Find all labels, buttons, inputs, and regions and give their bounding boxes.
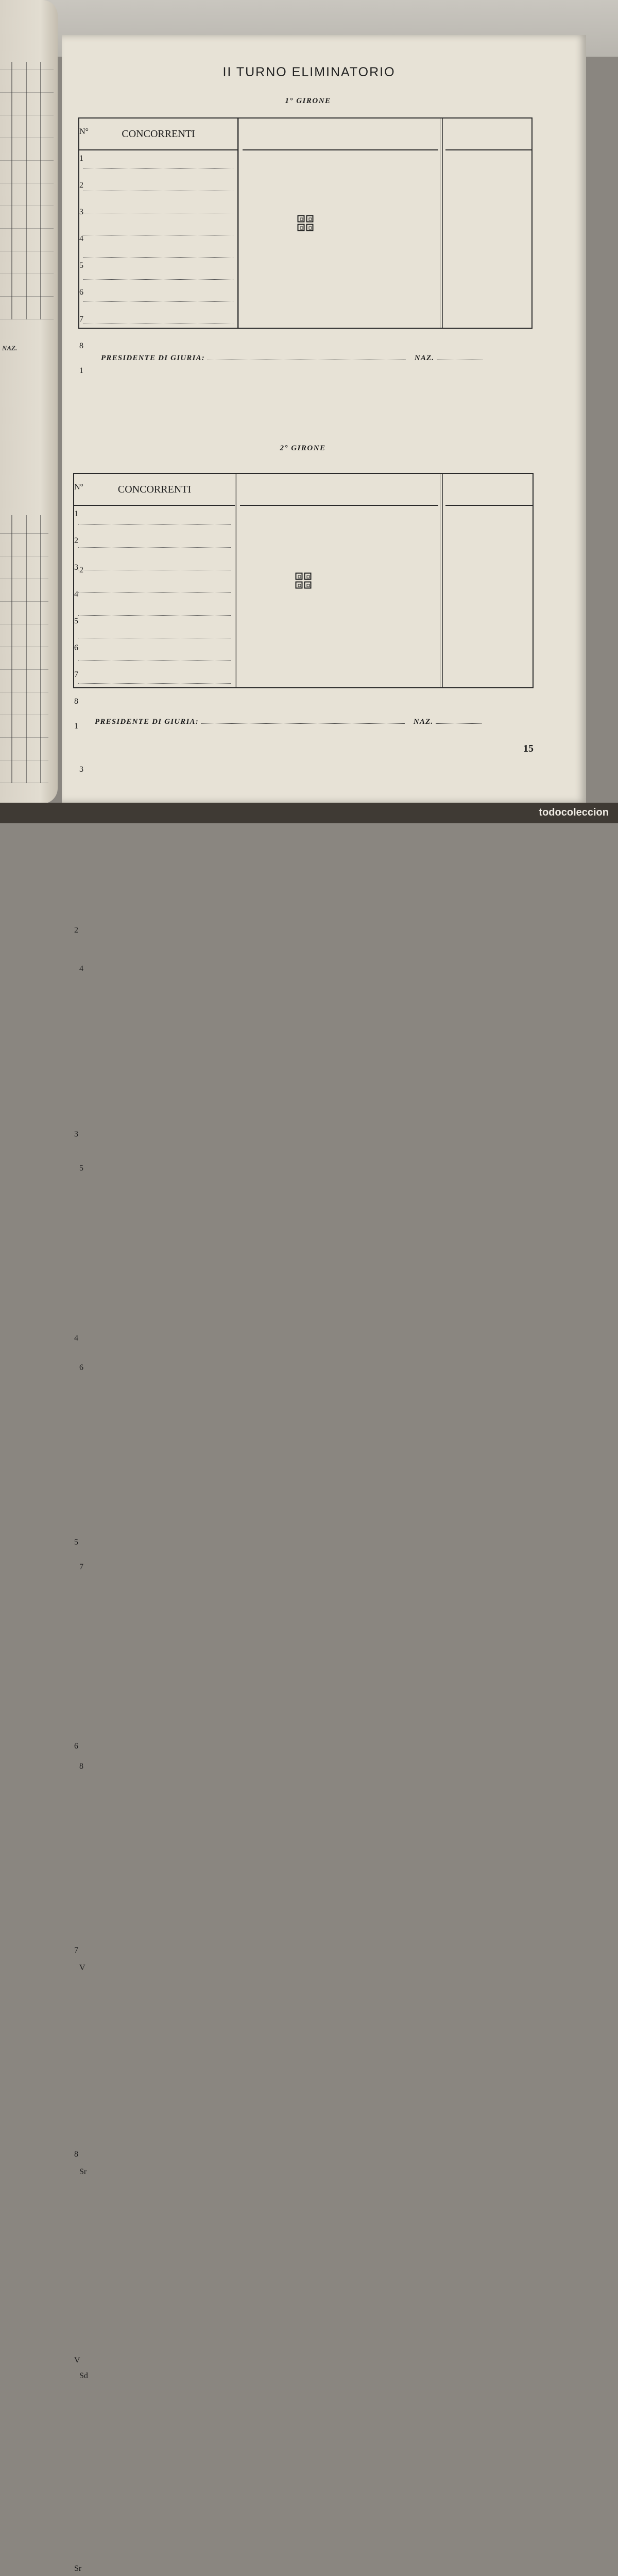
result-v-cell[interactable] <box>74 2374 96 2397</box>
column-separator <box>440 474 443 687</box>
bout-score-cell[interactable] <box>74 1917 96 1939</box>
blocked-cell <box>74 1191 96 1214</box>
header-opponent-7: 7 <box>74 670 78 679</box>
bout-score-cell[interactable] <box>74 1463 96 1486</box>
concorrenti-header: CONCORRENTI <box>74 474 235 506</box>
bout-score-cell[interactable] <box>74 1826 96 1849</box>
header-opponent-4: 4 <box>74 590 78 599</box>
competitor-name-field[interactable] <box>83 279 233 280</box>
bout-score-cell[interactable] <box>74 1440 96 1463</box>
facing-page <box>0 0 58 804</box>
header-no: N° <box>79 127 89 136</box>
bout-score-cell[interactable] <box>74 1259 96 1282</box>
row-number: 8 <box>74 2150 78 2159</box>
bout-score-cell[interactable] <box>74 1962 96 1985</box>
row-number: 5 <box>79 1164 83 1173</box>
president-field[interactable] <box>208 353 406 360</box>
square-icon <box>296 573 303 580</box>
bout-score-cell[interactable] <box>74 1055 96 1078</box>
bout-score-cell[interactable] <box>74 1282 96 1304</box>
blocked-pattern-icon <box>298 215 314 231</box>
competitor-name-field[interactable] <box>78 683 231 684</box>
row-number: 3 <box>74 1130 78 1139</box>
bout-score-cell[interactable] <box>74 1486 96 1509</box>
bout-score-cell[interactable] <box>74 828 96 851</box>
group-1-title: 1° GIRONE <box>285 97 331 105</box>
blocked-cell <box>74 1645 96 1667</box>
result-v-cell[interactable] <box>74 2397 96 2419</box>
bout-score-cell[interactable] <box>74 1304 96 1327</box>
group-2-jury-line <box>95 717 482 726</box>
page-number: 15 <box>523 743 534 754</box>
square-icon <box>306 215 314 223</box>
naz-label: NAZ. <box>413 718 434 726</box>
square-icon <box>298 224 305 231</box>
bout-score-cell[interactable] <box>79 448 101 470</box>
bout-score-cell[interactable] <box>74 2189 96 2211</box>
row-number: 2 <box>74 926 78 935</box>
bottom-bar <box>0 803 618 823</box>
row-number: 4 <box>74 1334 78 1343</box>
row-number: 8 <box>79 1762 83 1771</box>
result-v-cell[interactable] <box>74 2487 96 2510</box>
header-opponent-5: 5 <box>79 261 83 270</box>
bout-score-cell[interactable] <box>74 760 96 783</box>
header-rule <box>243 149 438 150</box>
president-label: PRESIDENTE DI GIURIA: <box>101 354 205 362</box>
header-opponent-4: 4 <box>79 234 83 243</box>
result-v-cell[interactable] <box>74 2510 96 2533</box>
facing-page-naz: NAZ. <box>2 344 18 352</box>
square-icon <box>298 215 305 223</box>
bout-score-cell[interactable] <box>74 1622 96 1645</box>
facing-page-grid-lower <box>0 515 48 783</box>
bout-score-cell[interactable] <box>74 1690 96 1713</box>
president-field[interactable] <box>201 717 405 724</box>
naz-label: NAZ. <box>414 354 435 362</box>
competitor-name-field[interactable] <box>83 301 233 302</box>
square-icon <box>304 582 312 589</box>
bout-score-cell[interactable] <box>74 2234 96 2257</box>
blocked-cell <box>74 1871 96 1894</box>
bout-score-cell[interactable] <box>74 1713 96 1735</box>
bout-score-cell[interactable] <box>74 2030 96 2053</box>
square-icon <box>306 224 314 231</box>
bout-score-cell[interactable] <box>74 1803 96 1826</box>
bout-score-cell[interactable] <box>74 2279 96 2302</box>
naz-field[interactable] <box>436 717 482 724</box>
bout-score-cell[interactable] <box>74 1554 96 1577</box>
bout-score-cell[interactable] <box>74 2166 96 2189</box>
header-opponent-6: 6 <box>79 288 83 297</box>
bout-score-cell[interactable] <box>74 1395 96 1418</box>
bout-score-cell[interactable] <box>74 1849 96 1871</box>
bout-score-cell[interactable] <box>74 1146 96 1168</box>
row-number: 4 <box>79 964 83 973</box>
header-opponent-7: 7 <box>79 315 83 324</box>
header-rule <box>445 149 531 150</box>
bout-score-cell[interactable] <box>74 2007 96 2030</box>
square-icon <box>296 582 303 589</box>
bout-score-cell[interactable] <box>74 2121 96 2143</box>
bout-score-cell[interactable] <box>74 896 96 919</box>
header-sd: Sd <box>79 2371 88 2380</box>
blocked-cell <box>74 2325 96 2347</box>
bout-score-cell[interactable] <box>74 1078 96 1100</box>
bout-score-cell[interactable] <box>74 851 96 874</box>
competitor-name-field[interactable] <box>83 257 233 258</box>
competitor-name-field[interactable] <box>83 168 233 169</box>
header-no: N° <box>74 483 83 492</box>
header-opponent-3: 3 <box>79 208 83 216</box>
bout-score-cell[interactable] <box>74 1894 96 1917</box>
bout-score-cell[interactable] <box>74 1168 96 1191</box>
bout-score-cell[interactable] <box>74 987 96 1010</box>
competitor-name-field[interactable] <box>78 547 231 548</box>
bout-score-cell[interactable] <box>74 874 96 896</box>
blocked-cell <box>74 738 96 760</box>
bout-score-cell[interactable] <box>74 2211 96 2234</box>
bout-score-cell[interactable] <box>74 1032 96 1055</box>
result-v-cell[interactable] <box>74 2419 96 2442</box>
row-number: 1 <box>74 722 78 731</box>
blocked-cell <box>74 1418 96 1440</box>
result-v-cell[interactable] <box>74 2533 96 2555</box>
bout-score-cell[interactable] <box>79 426 101 448</box>
bout-score-cell[interactable] <box>74 1010 96 1032</box>
bout-score-cell[interactable] <box>74 1599 96 1622</box>
bout-score-cell[interactable] <box>74 1781 96 1803</box>
bout-score-cell[interactable] <box>74 1509 96 1531</box>
competitor-name-field[interactable] <box>78 592 231 593</box>
bout-score-cell[interactable] <box>74 1214 96 1236</box>
header-sr: Sr <box>79 2167 87 2176</box>
page-title: II TURNO ELIMINATORIO <box>222 65 396 79</box>
row-number: 2 <box>79 566 83 574</box>
square-icon <box>304 573 312 580</box>
bout-score-cell[interactable] <box>74 1985 96 2007</box>
bout-score-cell[interactable] <box>74 1236 96 1259</box>
result-v-cell[interactable] <box>74 2442 96 2465</box>
header-opponent-2: 2 <box>79 181 83 190</box>
row-number: 7 <box>79 1563 83 1571</box>
row-number: 5 <box>74 1538 78 1547</box>
competitor-name-field[interactable] <box>78 615 231 616</box>
bout-score-cell[interactable] <box>74 2053 96 2075</box>
naz-field[interactable] <box>437 353 483 360</box>
header-opponent-5: 5 <box>74 617 78 625</box>
header-opponent-8: 8 <box>79 342 83 350</box>
concorrenti-column <box>74 474 236 687</box>
header-v: V <box>79 1963 85 1972</box>
bout-score-cell[interactable] <box>74 1100 96 1123</box>
header-opponent-6: 6 <box>74 643 78 652</box>
column-separator <box>440 118 443 328</box>
header-opponent-2: 2 <box>74 536 78 545</box>
bout-score-cell[interactable] <box>74 1577 96 1599</box>
facing-page-grid <box>0 62 54 319</box>
concorrenti-column <box>79 118 239 328</box>
header-v: V <box>74 2356 80 2365</box>
bout-score-cell[interactable] <box>74 1372 96 1395</box>
group-2-title: 2° GIRONE <box>280 444 326 452</box>
header-opponent-8: 8 <box>74 697 78 706</box>
result-v-cell[interactable] <box>74 2465 96 2487</box>
header-rule <box>240 505 438 506</box>
row-number: 7 <box>74 1946 78 1955</box>
blocked-cell <box>74 2098 96 2121</box>
bout-score-cell[interactable] <box>74 2257 96 2279</box>
group-1-jury-line <box>101 353 483 363</box>
competitor-name-field[interactable] <box>78 660 231 661</box>
blocked-pattern-icon <box>296 573 312 589</box>
row-number: 6 <box>79 1363 83 1372</box>
blocked-cell <box>74 964 96 987</box>
bout-score-cell[interactable] <box>74 2302 96 2325</box>
bout-score-cell[interactable] <box>74 2075 96 2098</box>
bout-score-cell[interactable] <box>74 1758 96 1781</box>
bout-score-cell[interactable] <box>79 404 101 426</box>
bout-score-cell[interactable] <box>74 1667 96 1690</box>
bout-score-cell[interactable] <box>74 942 96 964</box>
concorrenti-header: CONCORRENTI <box>79 118 237 150</box>
blocked-cell <box>79 382 101 404</box>
competitor-name-field[interactable] <box>78 524 231 525</box>
header-rule <box>445 505 533 506</box>
watermark: todocoleccion <box>539 807 609 818</box>
row-number: 1 <box>79 366 83 375</box>
header-opponent-1: 1 <box>79 154 83 163</box>
header-opponent-1: 1 <box>74 510 78 518</box>
header-sr: Sr <box>74 2564 82 2573</box>
president-label: PRESIDENTE DI GIURIA: <box>95 718 199 726</box>
row-number: 6 <box>74 1742 78 1751</box>
header-opponent-3: 3 <box>74 563 78 572</box>
bout-score-cell[interactable] <box>74 1350 96 1372</box>
row-number: 3 <box>79 765 83 774</box>
